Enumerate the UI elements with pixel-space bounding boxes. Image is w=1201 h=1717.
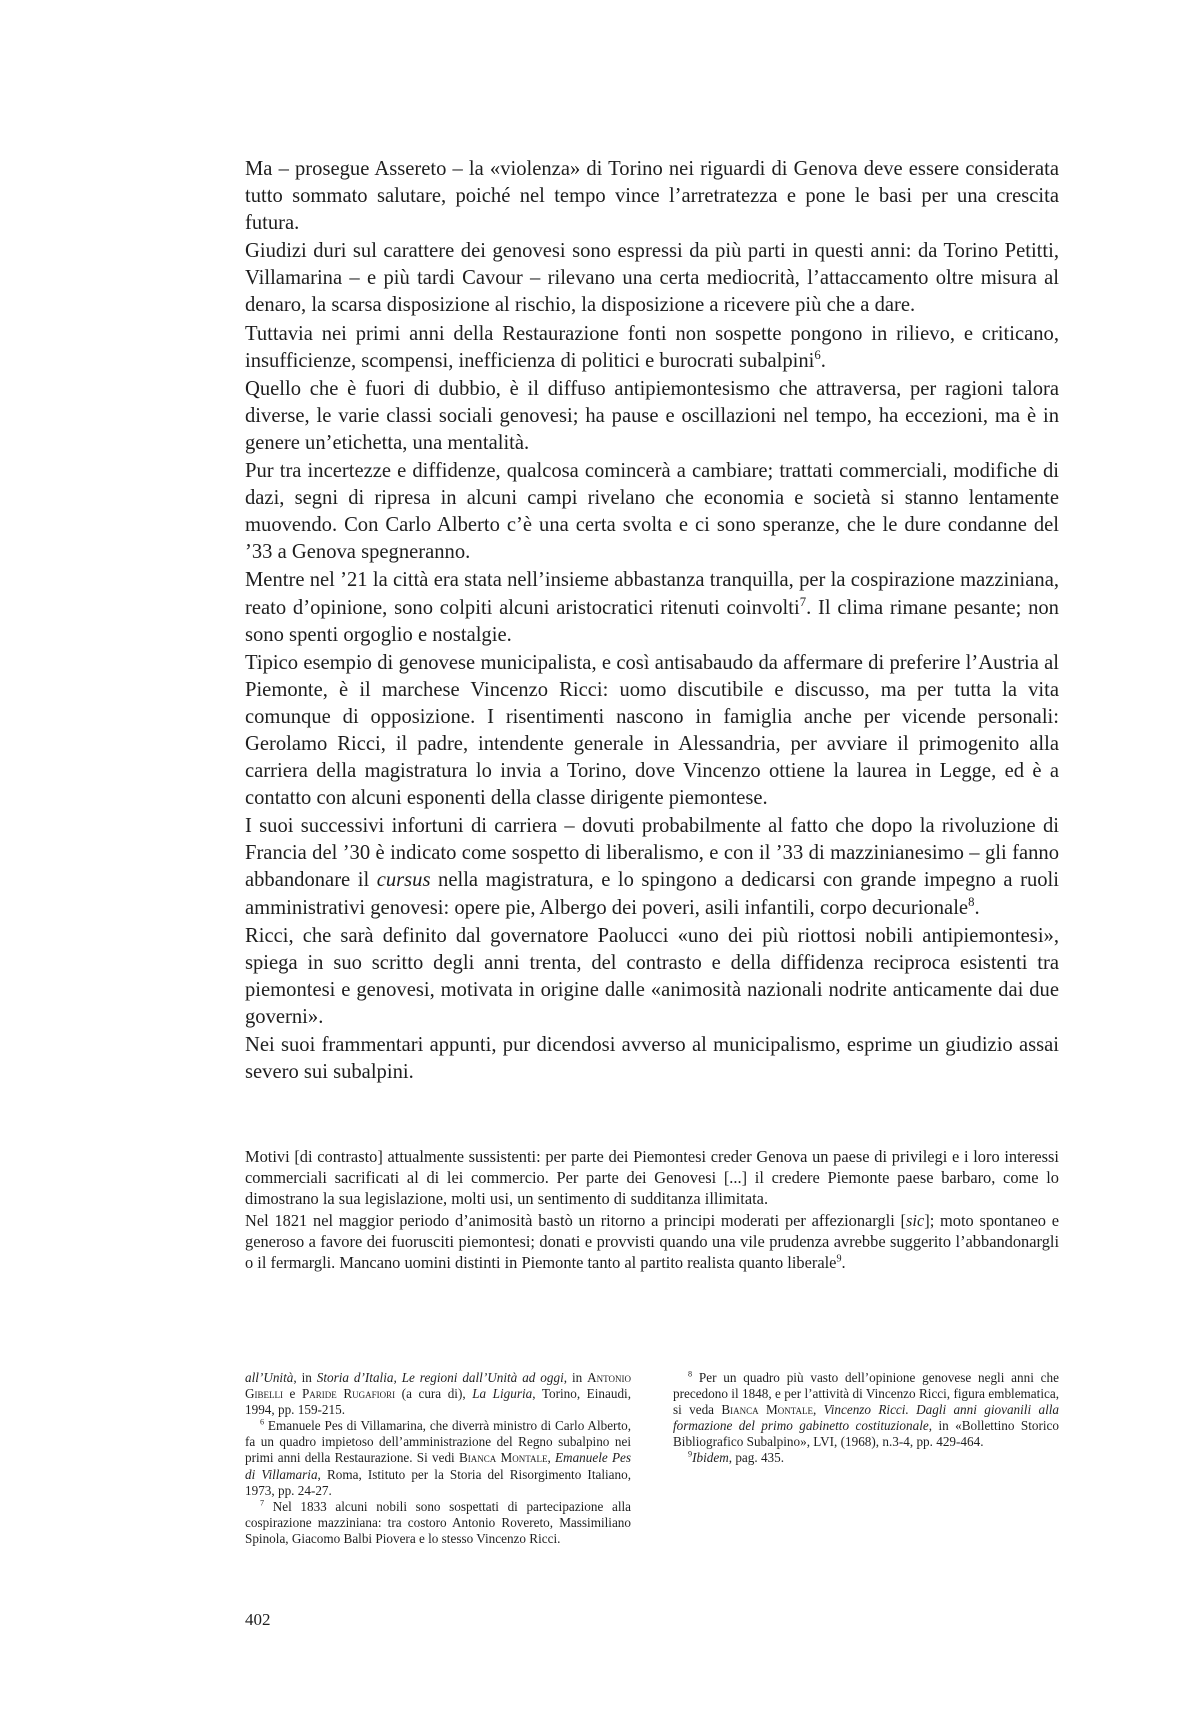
footnote-ref-8: 8 <box>968 894 975 909</box>
footnote-ref-7: 7 <box>799 594 807 609</box>
footnote-9: $^9$Ibidem, pag. 435. <box>688 1450 785 1466</box>
paragraph: Pur tra incertezze e diffidenze, qualcosa comincerà a cambiare; trattati commerciali, modifiche di dazi, segni di ripresa in alcuni campi rivelano che economia e società si stanno lentamente muovendo. Con Carlo Alberto c’è una certa svolta e ci sono speranze, che le dure condanne del ’33 a Genova spegneranno. <box>245 460 1059 564</box>
paragraph: Giudizi duri sul carattere dei genovesi sono espressi da più parti in questi anni: da Torino Petitti, Villamarina – e più tardi Cavour – rilevano una certa mediocrità, l’attaccamento oltre misura al denaro, la scarsa disposizione al rischio, la disposizione a ricevere più che a dare. <box>245 240 1059 317</box>
paragraph: Mentre nel ’21 la città era stata nell’insieme abbastanza tranquilla, per la cospirazione mazziniana, reato d’opinione, sono colpiti alcuni aristocratici ritenuti coinvolti$^7$. Il clima rimane pesante; non sono spenti orgoglio e nostalgie. <box>245 569 1059 646</box>
footnote-8: $^8$ Per un quadro più vasto dell’opinione genovese negli anni che precedono il 1848, e per l’attività di Vincenzo Ricci, figura emblematica, si veda Bianca Montale, Vincenzo Ricci. Dagli anni giovanili alla formazione del primo gabinetto costituzionale, in «Bollettino Storico Bibliografico Subalpino», LVI, (1968), n.3-4, pp. 429-464. <box>673 1369 1059 1450</box>
paragraph: Quello che è fuori di dubbio, è il diffuso antipiemontesismo che attraversa, per ragioni talora diverse, le varie classi sociali genovesi; ha pause e oscillazioni nel tempo, ha eccezioni, ma è in genere un’etichetta, una mentalità. <box>245 377 1059 454</box>
main-text <box>245 156 1059 1087</box>
footnote-7: $^7$ Nel 1833 alcuni nobili sono sospettati di partecipazione alla cospirazione mazziniana: tra costoro Antonio Rovereto, Massimiliano Spinola, Giacomo Balbi Piovera e lo stesso Vincenzo Ricci. <box>245 1498 631 1546</box>
quote-paragraph: Motivi [di contrasto] attualmente sussistenti: per parte dei Piemontesi creder Genova un paese di privilegi e i loro interessi commerciali sacrificati al di lei commercio. Per parte dei Genovesi [...] il credere Piemonte paese barbaro, come lo dimostrano la sua legislazione, molti usi, un sentimento di sudditanza illimitata. <box>245 1147 1059 1209</box>
paragraph: I suoi successivi infortuni di carriera – dovuti probabilmente al fatto che dopo la rivoluzione di Francia del ’30 è indicato come sospetto di liberalismo, e con il ’33 di mazzinianesimo – gli fanno abbandonare il cursus nella magistratura, e lo spingono a dedicarsi con grande impegno a ruoli amministrativi genovesi: opere pie, Albergo dei poveri, asili infantili, corpo decurionale$^8$. <box>245 815 1059 919</box>
footnote-6: $^6$ Emanuele Pes di Villamarina, che diverrà ministro di Carlo Alberto, fa un quadro impietoso dell’amministrazione del Regno subalpino nei primi anni della Restaurazione. Si vedi Bianca Montale, Emanuele Pes di Villamaria, Roma, Istituto per la Storia del Risorgimento Italiano, 1973, pp. 24-27. <box>245 1417 631 1498</box>
footnotes <box>245 1370 1059 1547</box>
footnote-ref-9: 9 <box>836 1253 842 1265</box>
paragraph: Ma – prosegue Assereto – la «violenza» di Torino nei riguardi di Genova deve essere considerata tutto sommato salutare, poiché nel tempo vince l’arretratezza e pone le basi per una crescita futura. <box>245 158 1059 235</box>
page-number: 402 <box>245 1610 271 1629</box>
footnote-ref-6: 6 <box>814 347 821 362</box>
quote-paragraph: Nel 1821 nel maggior periodo d’animosità bastò un ritorno a principi moderati per affezionargli [sic]; moto spontaneo e generoso a favore dei fuorusciti piemontesi; donati e provvisti quando una vile prudenza avrebbe suggerito l’abbandonargli o il fermargli. Mancano uomini distinti in Piemonte tanto al partito realista quanto liberale$^9$. <box>245 1210 1059 1273</box>
footnotes-left-column <box>245 1370 631 1547</box>
paragraph: Tuttavia nei primi anni della Restaurazione fonti non sospette pongono in rilievo, e criticano, insufficienze, scompensi, inefficienza di politici e burocrati subalpini$^6$. <box>245 322 1059 372</box>
block-quote <box>245 1146 1059 1273</box>
paragraph: Ricci, che sarà definito dal governatore Paolucci «uno dei più riottosi nobili antipiemontesi», spiega in suo scritto degli anni trenta, del contrasto e della diffidenza reciproca esistenti tra piemontesi e genovesi, motivata in origine dalle «animosità nazionali nodrite anticamente dai due governi». <box>245 924 1059 1028</box>
footnotes-right-column <box>673 1370 1059 1547</box>
paragraph: Nei suoi frammentari appunti, pur dicendosi avverso al municipalismo, esprime un giudizio assai severo sui subalpini. <box>245 1034 1059 1084</box>
paragraph: Tipico esempio di genovese municipalista, e così antisabaudo da affermare di preferire l’Austria al Piemonte, è il marchese Vincenzo Ricci: uomo discutibile e discusso, ma per tutta la vita comunque di opposizione. I risentimenti nascono in famiglia anche per vicende personali: Gerolamo Ricci, il padre, intendente generale in Alessandria, per avviare il primogenito alla carriera della magistratura lo invia a Torino, dove Vincenzo ottiene la laurea in Legge, ed è a contatto con alcuni esponenti della classe dirigente piemontese. <box>245 651 1059 810</box>
footnote-continuation: all’Unità, in Storia d’Italia, Le regioni dall’Unità ad oggi, in Antonio Gibelli e Paride Rugafiori (a cura di), La Liguria, Torino, Einaudi, 1994, pp. 159-215. <box>245 1370 632 1418</box>
